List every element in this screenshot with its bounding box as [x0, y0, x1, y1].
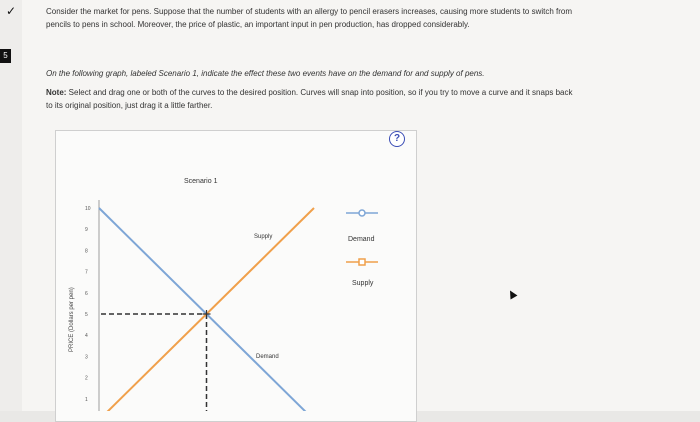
y-tick-label: 3	[85, 354, 88, 361]
note-text-2: to its original position, just drag it a little farther.	[46, 101, 213, 110]
y-tick-label: 9	[85, 227, 88, 234]
y-tick-label: 8	[85, 248, 88, 255]
demand-curve-label: Demand	[256, 354, 279, 360]
y-tick-label: 1	[85, 396, 88, 403]
intro-text-1: Consider the market for pens. Suppose that the number of students with an allergy to pencil erasers increases, causing more students to switch from	[46, 7, 573, 16]
intro-text-2: pencils to pens in school. Moreover, the price of plastic, an important input in pen production, has dropped considerably.	[46, 20, 470, 29]
legend-supply-handle[interactable]	[346, 259, 378, 265]
y-tick-label: 6	[85, 290, 88, 297]
legend-supply-label: Supply	[352, 280, 374, 287]
y-tick-labels	[85, 206, 91, 403]
chart-title: Scenario 1	[184, 178, 218, 185]
y-axis-label: PRICE (Dollars per pen)	[69, 287, 75, 352]
chevron-down-icon[interactable]: ✓	[6, 4, 17, 18]
supply-curve-label: Supply	[254, 234, 273, 240]
square-icon	[359, 259, 365, 265]
y-tick-label: 4	[85, 333, 88, 340]
y-tick-label: 10	[85, 206, 91, 212]
circle-icon	[359, 210, 365, 216]
legend-demand-label: Demand	[348, 236, 375, 243]
y-tick-label: 2	[85, 375, 88, 382]
question-circle-icon[interactable]: ?	[389, 131, 405, 147]
question-number-badge: 5	[0, 49, 11, 63]
note-body-1: Select and drag one or both of the curves to the desired position. Curves will snap into position, so if you try to move a curve and it snaps back	[66, 88, 573, 97]
legend-demand-handle[interactable]	[346, 210, 378, 216]
note-label: Note:	[46, 88, 67, 97]
y-tick-label: 5	[85, 312, 88, 318]
y-tick-label: 7	[85, 269, 88, 276]
instruction-text: On the following graph, labeled Scenario 1, indicate the effect these two events have on the demand for and supply of pens.	[46, 69, 485, 78]
